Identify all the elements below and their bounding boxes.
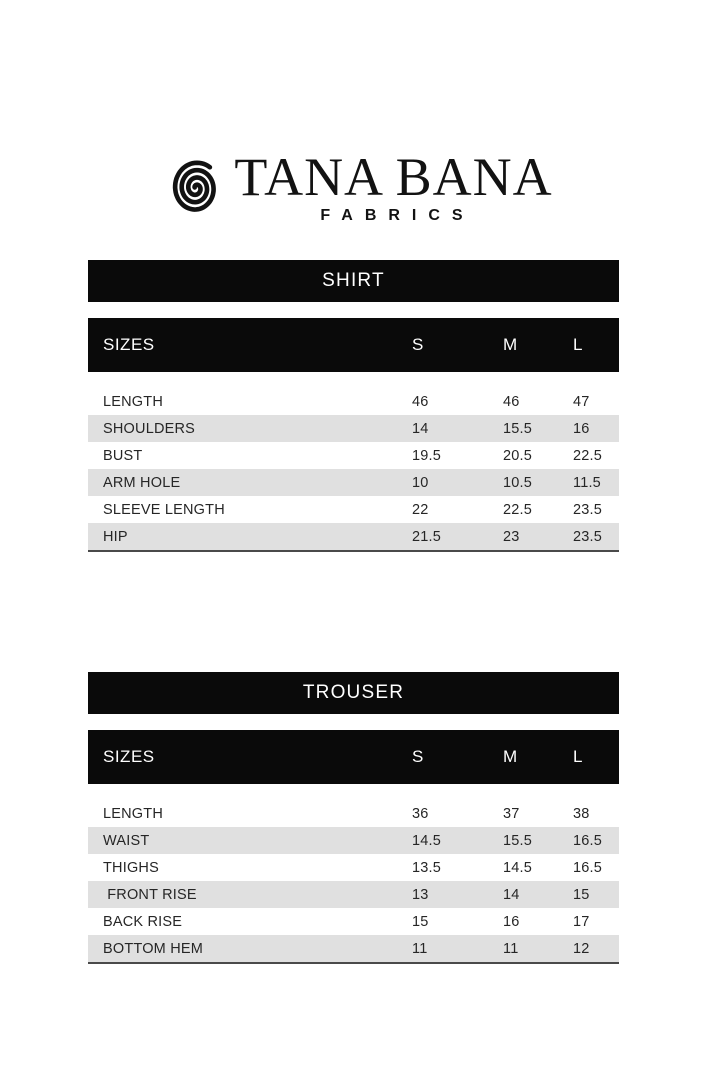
trouser-header-row bbox=[88, 730, 619, 784]
spiral-icon bbox=[167, 155, 225, 221]
value-m: 11 bbox=[503, 940, 519, 957]
sizes-header-label: SIZES bbox=[103, 335, 155, 354]
table-row bbox=[88, 800, 619, 827]
value-m: 20.5 bbox=[503, 447, 533, 464]
table-row bbox=[88, 908, 619, 935]
value-m: 14.5 bbox=[503, 859, 533, 876]
table-row bbox=[88, 854, 619, 881]
brand-header bbox=[0, 147, 720, 225]
measurement-label: LENGTH bbox=[103, 805, 164, 822]
measurement-label: SLEEVE LENGTH bbox=[103, 501, 225, 518]
table-row bbox=[88, 496, 619, 523]
value-s: 22 bbox=[412, 501, 429, 518]
measurement-label: THIGHS bbox=[103, 859, 159, 876]
value-l: 23.5 bbox=[573, 528, 603, 545]
measurement-label: SHOULDERS bbox=[103, 420, 196, 437]
size-col-m: M bbox=[503, 747, 518, 766]
value-l: 17 bbox=[573, 913, 590, 930]
value-m: 15.5 bbox=[503, 832, 533, 849]
value-s: 13 bbox=[412, 886, 429, 903]
trouser-rows bbox=[88, 800, 619, 964]
table-row bbox=[88, 442, 619, 469]
measurement-label: LENGTH bbox=[103, 393, 164, 410]
value-s: 10 bbox=[412, 474, 429, 491]
size-col-m: M bbox=[503, 335, 518, 354]
table-row bbox=[88, 935, 619, 962]
value-s: 46 bbox=[412, 393, 429, 410]
table-row bbox=[88, 827, 619, 854]
value-l: 23.5 bbox=[573, 501, 603, 518]
value-m: 15.5 bbox=[503, 420, 533, 437]
size-col-s: S bbox=[412, 335, 424, 354]
brand-text bbox=[234, 147, 553, 225]
measurement-label: BUST bbox=[103, 447, 143, 464]
value-l: 11.5 bbox=[573, 474, 601, 491]
measurement-label: ARM HOLE bbox=[103, 474, 181, 491]
size-col-l: L bbox=[573, 335, 583, 354]
shirt-header-row bbox=[88, 318, 619, 372]
table-row bbox=[88, 469, 619, 496]
table-row bbox=[88, 523, 619, 550]
value-m: 37 bbox=[503, 805, 520, 822]
value-l: 16 bbox=[573, 420, 590, 437]
trouser-title-bar bbox=[88, 672, 619, 714]
shirt-rows bbox=[88, 388, 619, 552]
value-l: 15 bbox=[573, 886, 590, 903]
size-col-s: S bbox=[412, 747, 424, 766]
shirt-title-bar bbox=[88, 260, 619, 302]
value-s: 11 bbox=[412, 940, 428, 957]
value-l: 16.5 bbox=[573, 859, 603, 876]
measurement-label: HIP bbox=[103, 528, 128, 545]
measurement-label: BACK RISE bbox=[103, 913, 183, 930]
value-s: 21.5 bbox=[412, 528, 442, 545]
value-s: 14.5 bbox=[412, 832, 442, 849]
value-s: 19.5 bbox=[412, 447, 442, 464]
table-row bbox=[88, 415, 619, 442]
table-row bbox=[88, 388, 619, 415]
measurement-label: BOTTOM HEM bbox=[103, 940, 204, 957]
brand-name: TANA BANA bbox=[234, 147, 553, 207]
value-s: 15 bbox=[412, 913, 429, 930]
value-l: 38 bbox=[573, 805, 590, 822]
value-m: 10.5 bbox=[503, 474, 533, 491]
shirt-title: SHIRT bbox=[322, 270, 385, 291]
brand-tagline: FABRICS bbox=[320, 207, 475, 224]
shirt-size-table bbox=[88, 260, 619, 552]
value-s: 36 bbox=[412, 805, 429, 822]
value-m: 22.5 bbox=[503, 501, 533, 518]
sizes-header-label: SIZES bbox=[103, 747, 155, 766]
size-col-l: L bbox=[573, 747, 583, 766]
value-s: 14 bbox=[412, 420, 429, 437]
value-l: 16.5 bbox=[573, 832, 603, 849]
trouser-size-table bbox=[88, 672, 619, 964]
value-m: 23 bbox=[503, 528, 520, 545]
value-m: 46 bbox=[503, 393, 520, 410]
value-m: 16 bbox=[503, 913, 520, 930]
value-l: 12 bbox=[573, 940, 590, 957]
value-l: 22.5 bbox=[573, 447, 603, 464]
value-s: 13.5 bbox=[412, 859, 442, 876]
trouser-title: TROUSER bbox=[302, 682, 405, 703]
measurement-label: WAIST bbox=[103, 832, 150, 849]
table-row bbox=[88, 881, 619, 908]
value-l: 47 bbox=[573, 393, 590, 410]
value-m: 14 bbox=[503, 886, 520, 903]
measurement-label: FRONT RISE bbox=[103, 886, 197, 903]
